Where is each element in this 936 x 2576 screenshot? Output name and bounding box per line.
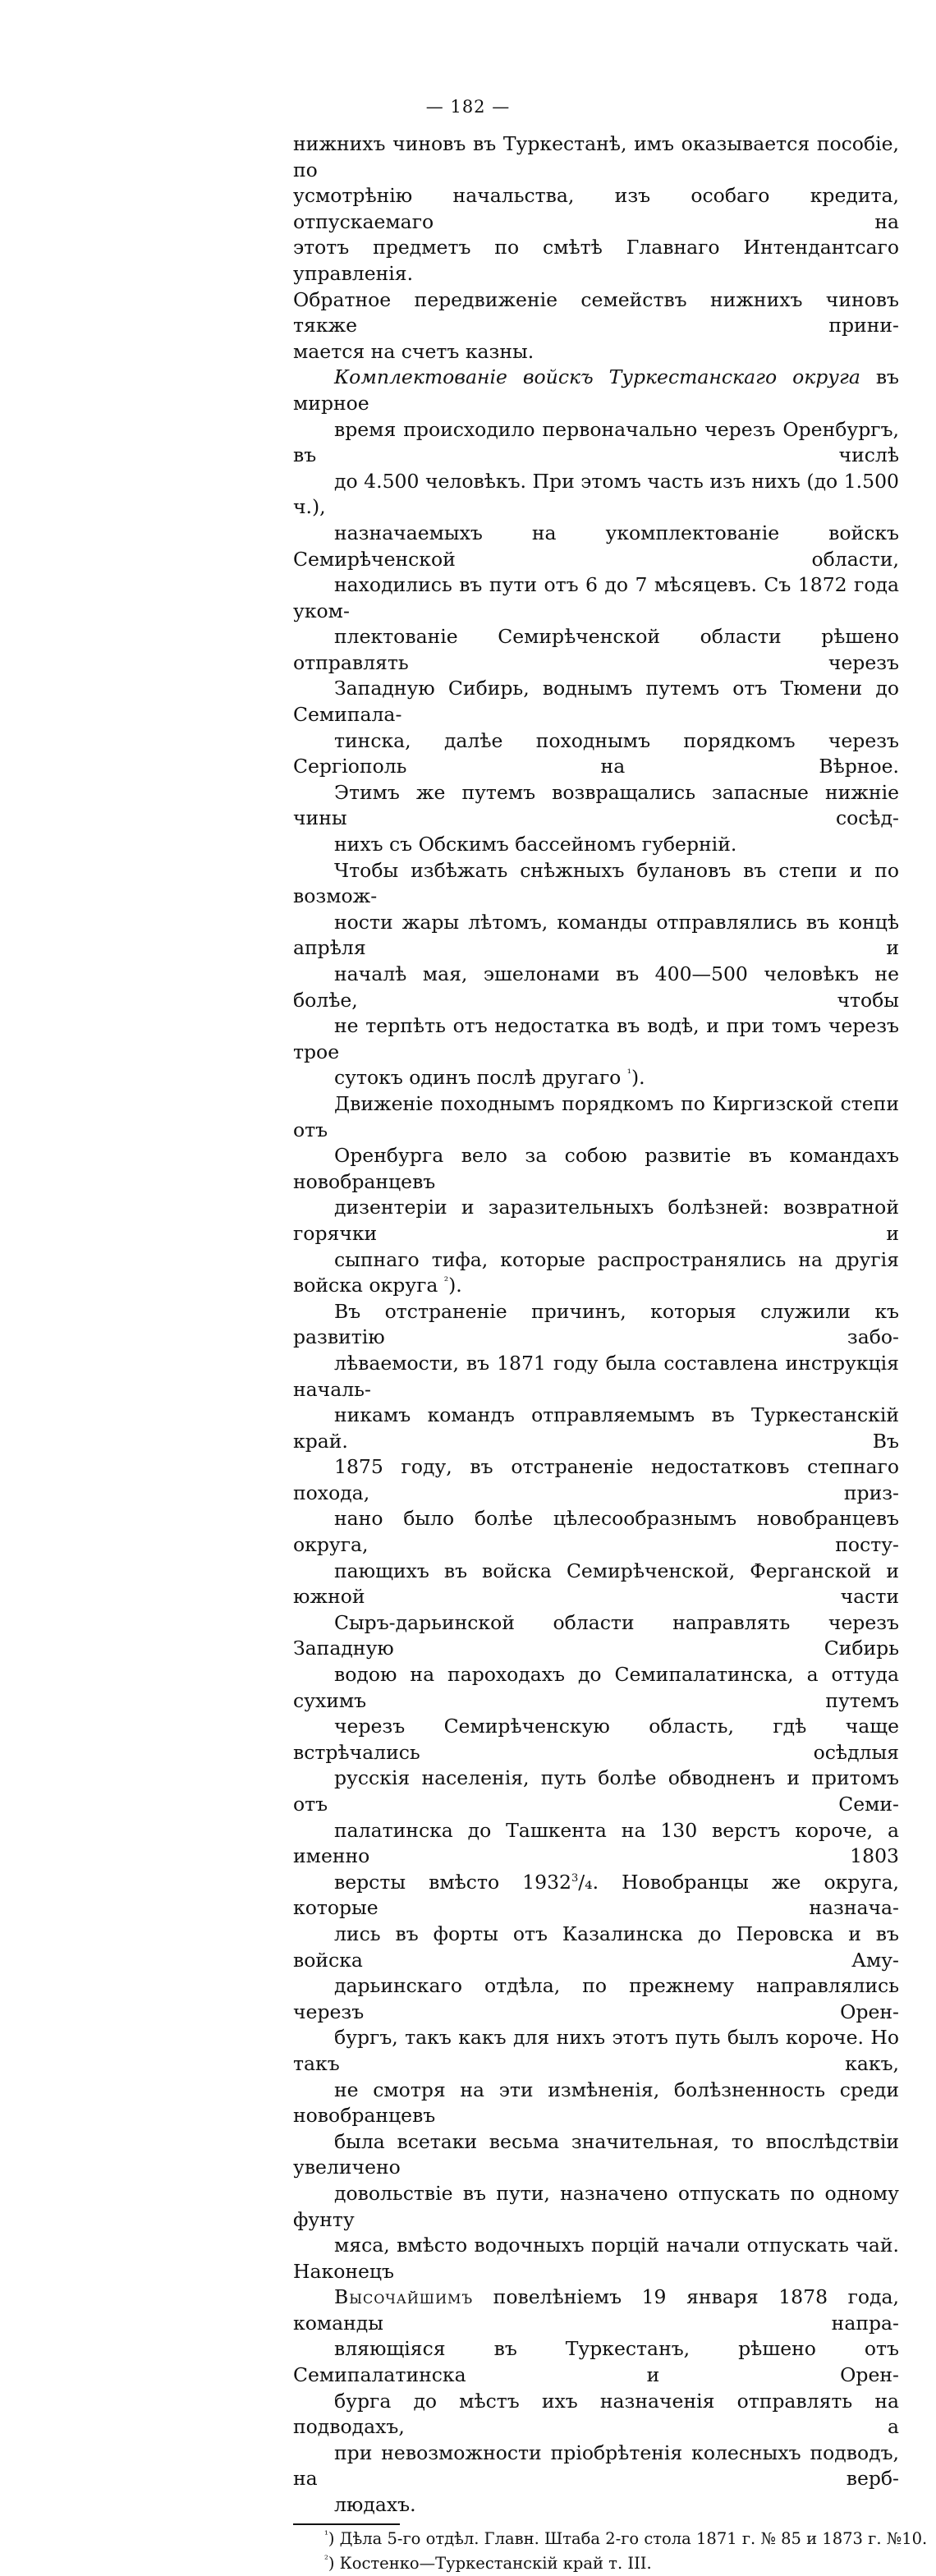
text-line: лѣваемости, въ 1871 году была составлена инструкція началь-	[293, 1351, 899, 1401]
text-line: Западную Сибирь, воднымъ путемъ отъ Тюмени до Семипала-	[293, 677, 899, 727]
text-line: водою на пароходахъ до Семипалатинска, а оттуда сухимъ путемъ	[293, 1663, 899, 1712]
text-line: людахъ.	[334, 2493, 416, 2517]
text-line: Сыръ-дарьинской области направлять черезъ Западную Сибирь	[293, 1610, 899, 1660]
footnote-ref: ¹	[626, 1068, 631, 1081]
text-line: назначаемыхъ на укомплектованіе войскъ Семирѣченской области,	[293, 521, 899, 571]
text-fragment: въ мирное	[293, 365, 900, 415]
text-line	[293, 1870, 899, 1922]
text-line: Въ отстраненіе причинъ, которыя служили къ развитію забо-	[293, 1299, 899, 1349]
text-line: Чтобы избѣжать снѣжныхъ булановъ въ степи и по возмож-	[293, 858, 899, 908]
footnote-2-text: ) Костенко—Туркестанскій край т. III.	[328, 2554, 652, 2573]
footnote-1	[324, 2527, 928, 2551]
footnote-ref: ²	[443, 1275, 449, 1288]
text-line: дарьинскаго отдѣла, по прежнему направлялись черезъ Орен-	[293, 1974, 899, 2023]
text-line: находились въ пути отъ 6 до 7 мѣсяцевъ. Съ 1872 года уком-	[293, 573, 899, 622]
page-number: — 182 —	[425, 97, 511, 117]
text-line: началѣ мая, эшелонами въ 400—500 человѣкъ не болѣе, чтобы	[293, 962, 899, 1012]
text-line: до 4.500 человѣкъ. При этомъ часть изъ нихъ (до 1.500 ч.),	[293, 469, 899, 519]
footnote-1-mark: ¹	[324, 2528, 328, 2541]
text-line	[293, 1065, 899, 1091]
text-fragment: версты вмѣсто 1932	[334, 1870, 571, 1894]
text-line: была всетаки весьма значительная, то впослѣдствіи увеличено	[293, 2129, 899, 2179]
text-line: пающихъ въ войска Семирѣченской, Ферганской и южной части	[293, 1559, 899, 1609]
text-line: палатинска до Ташкента на 130 верстъ короче, а именно 1803	[293, 1818, 899, 1868]
text-line: никамъ командъ отправляемымъ въ Туркестанскій край. Въ	[293, 1403, 899, 1453]
italic-heading: Комплектованіе войскъ Туркестанскаго округа	[334, 365, 860, 389]
text-line: дизентеріи и заразительныхъ болѣзней: возвратной горячки и	[293, 1196, 899, 1245]
text-line: тинска, далѣе походнымъ порядкомъ черезъ Сергіополь на Вѣрное.	[293, 728, 899, 778]
paragraph-3	[293, 858, 899, 1091]
fraction-numerator: 3	[571, 1871, 579, 1885]
text-line: усмотрѣнію начальства, изъ особаго кредита, отпускаемаго на	[293, 184, 899, 233]
text-line: довольствіе въ пути, назначено отпускать по одному фунту	[293, 2181, 899, 2231]
text-line	[293, 2284, 899, 2336]
text-line: нижнихъ чиновъ въ Туркестанѣ, имъ оказывается пособіе, по	[293, 132, 899, 181]
footnote-1-text: ) Дѣла 5-го отдѣл. Главн. Штаба 2-го стола 1871 г. № 85 и 1873 г. №10.	[328, 2529, 928, 2548]
text-line: не терпѣть отъ недостатка въ водѣ, и при томъ черезъ трое	[293, 1014, 899, 1063]
text-line: нихъ съ Обскимъ бассейномъ губерній.	[334, 833, 737, 856]
footnote-2-mark: ²	[324, 2553, 328, 2565]
scan-edge-mark	[33, 0, 34, 33]
text-line: бургъ, такъ какъ для нихъ этотъ путь былъ короче. Но такъ какъ,	[293, 2026, 899, 2075]
text-fragment: сутокъ одинъ послѣ другаго	[334, 1066, 627, 1090]
paragraph-2	[293, 365, 899, 857]
text-line: 1875 году, въ отстраненіе недостатковъ степнаго похода, приз-	[293, 1455, 899, 1504]
text-line: мяса, вмѣсто водочныхъ порцій начали отпускать чай. Наконецъ	[293, 2234, 899, 2283]
text-line: черезъ Семирѣченскую область, гдѣ чаще встрѣчались осѣдлыя	[293, 1715, 899, 1764]
text-line: плектованіе Семирѣченской области рѣшено отправлять черезъ	[293, 625, 899, 674]
text-line: не смотря на эти измѣненія, болѣзненность среди новобранцевъ	[293, 2078, 899, 2128]
body-text	[293, 131, 899, 2519]
text-line: Движеніе походнымъ порядкомъ по Киргизской степи отъ	[293, 1091, 899, 1141]
text-fragment: ).	[448, 1274, 462, 1297]
text-line: мается на счетъ казны.	[293, 339, 535, 363]
text-line: этотъ предметъ по смѣтѣ Главнаго Интендантсаго управленія.	[293, 236, 899, 285]
footnote-divider	[293, 2523, 400, 2525]
text-line: Обратное передвиженіе семействъ нижнихъ чиновъ тякже прини-	[293, 287, 899, 337]
text-line: лись въ форты отъ Казалинска до Перовска и въ войска Аму-	[293, 1922, 899, 1972]
text-line	[293, 365, 899, 416]
text-line: Оренбурга вело за собою развитіе въ командахъ новобранцевъ	[293, 1144, 899, 1193]
text-line: время происходило первоначально черезъ Оренбургъ, въ числѣ	[293, 417, 899, 467]
paragraph-4	[293, 1091, 899, 1299]
text-line	[293, 1247, 899, 1299]
text-line: вляющіяся въ Туркестанъ, рѣшено отъ Семипалатинска и Орен-	[293, 2337, 899, 2387]
footnotes	[324, 2527, 928, 2576]
text-line: русскія населенія, путь болѣе обводненъ и притомъ отъ Семи-	[293, 1766, 899, 1816]
paragraph-1	[293, 131, 899, 365]
text-line: ности жары лѣтомъ, команды отправлялись въ концѣ апрѣля и	[293, 910, 899, 960]
text-fragment: повелѣніемъ 19 января 1878 года, команды напра-	[293, 2285, 899, 2335]
text-fragment: ).	[631, 1066, 645, 1090]
text-fragment: /₄. Новобранцы же округа, которые назнача-	[293, 1870, 899, 1920]
text-line: Этимъ же путемъ возвращались запасные нижніе чины сосѣд-	[293, 780, 899, 830]
small-caps-word: Высочайшимъ	[334, 2285, 474, 2309]
text-line: нано было болѣе цѣлесообразнымъ новобранцевъ округа, посту-	[293, 1507, 899, 1557]
text-line: при невозможности пріобрѣтенія колесныхъ подводъ, на верб-	[293, 2441, 899, 2491]
paragraph-5	[293, 1299, 899, 2519]
text-fragment: сыпнаго тифа, которые распространялись на другія войска округа	[293, 1247, 899, 1297]
footnote-2	[324, 2551, 915, 2576]
text-line: бурга до мѣстъ ихъ назначенія отправлять на подводахъ, а	[293, 2389, 899, 2439]
